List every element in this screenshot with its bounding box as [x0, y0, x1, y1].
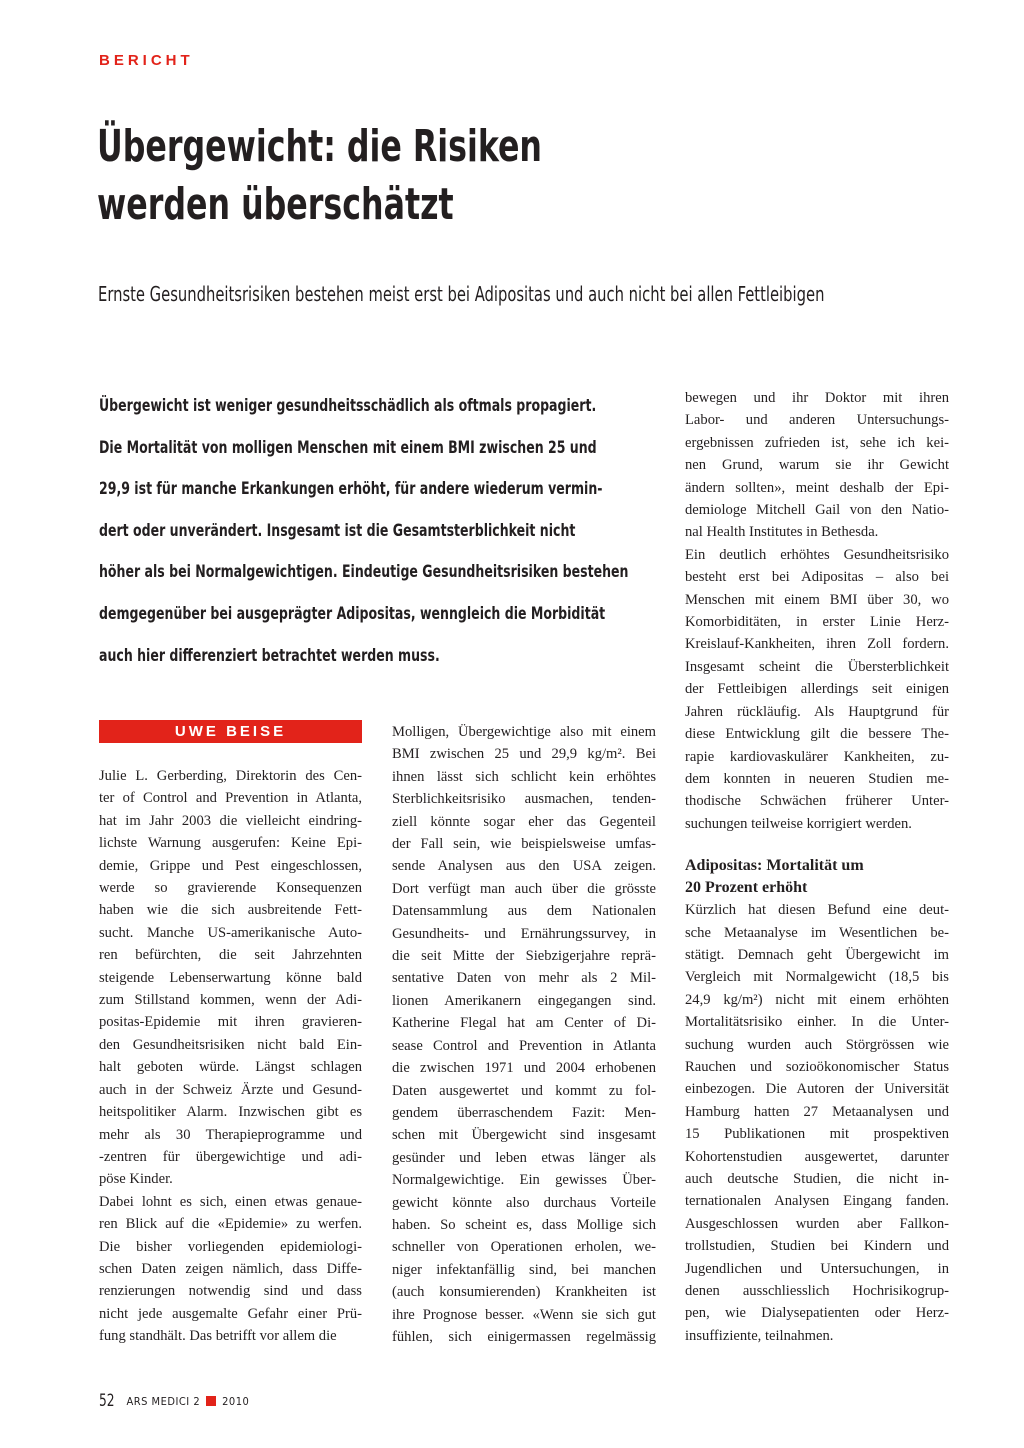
text-line: stätigt. Demnach geht Übergewicht im	[685, 946, 949, 963]
text-line: Komorbiditäten, in erster Linie Herz-	[685, 614, 949, 631]
text-line: Gesundheits- und Ernährungssurvey, in	[392, 925, 656, 942]
text-line: die seit Mitte der Siebzigerjahre reprä-	[392, 948, 656, 965]
page-number: 52	[99, 1391, 115, 1411]
text-line: heitspolitiker Alarm. Inzwischen gibt es	[99, 1104, 362, 1121]
text-line: zum Stillstand kommen, wenn der Adi-	[99, 992, 362, 1009]
text-line: Hamburg hatten 27 Metaanalysen und	[685, 1103, 949, 1120]
text-line: Jahren rückläufig. Als Hauptgrund für	[685, 703, 949, 720]
page-footer	[99, 1391, 249, 1411]
text-line: Kürzlich hat diesen Befund eine deut-	[685, 902, 949, 919]
text-line: die zwischen 1971 und 2004 erhobenen	[392, 1060, 656, 1077]
lead-line: höher als bei Normalgewichtigen. Eindeutige Gesundheitsrisiken bestehen	[99, 562, 629, 583]
text-line: hat im Jahr 2003 die vielleicht eindring-	[99, 812, 362, 829]
text-line: gewicht könnte also durchaus Vorteile	[392, 1194, 656, 1211]
text-line: mehr als 30 Therapieprogramme und	[99, 1126, 362, 1143]
text-line: Daten ausgewertet und kommt zu fol-	[392, 1082, 656, 1099]
text-line: -zentren für übergewichtige und adi-	[99, 1148, 362, 1165]
text-line: Normalgewichtige. Ein gewisses Über-	[392, 1172, 656, 1189]
text-line: Mortalitätsrisiko einher. In die Unter-	[685, 1014, 949, 1031]
text-line: ternationalen Analysen Eingang fanden.	[685, 1193, 949, 1210]
text-line: bewegen und ihr Doktor mit ihren	[685, 390, 949, 406]
text-line: sche Metaanalyse im Wesentlichen be-	[685, 924, 949, 941]
text-line: positas-Epidemie mit ihren gravieren-	[99, 1014, 362, 1031]
text-line: denen ausschliesslich Hochrisikogrup-	[685, 1283, 949, 1300]
text-line: haben wie die sich ausbreitende Fett-	[99, 902, 362, 919]
text-line: thodische Schwächen früherer Unter-	[685, 793, 949, 810]
lead-line: 29,9 ist für manche Erkankungen erhöht, für andere wiederum vermin-	[99, 479, 603, 500]
text-line: haben. So scheint es, dass Mollige sich	[392, 1216, 656, 1233]
text-line: Insgesamt scheint die Übersterblichkeit	[685, 658, 949, 675]
text-line: trollstudien, Studien bei Kindern und	[685, 1238, 949, 1255]
text-line: Datensammlung aus dem Nationalen	[392, 903, 656, 920]
text-line: nicht jede ausgemalte Gefahr einer Prü-	[99, 1305, 362, 1322]
body-column-2	[392, 721, 656, 1348]
journal-name: ARS MEDICI 2	[126, 1394, 201, 1408]
text-line: rapie kardiovaskulärer Kankheiten, zu-	[685, 748, 949, 765]
text-line: ihnen lässt sich schlicht kein erhöhtes	[392, 768, 656, 785]
article-subtitle: Ernste Gesundheitsrisiken bestehen meist erst bei Adipositas und auch nicht bei allen Fettleibigen	[98, 282, 825, 306]
text-line: renzierungen notwendig sind und dass	[99, 1283, 362, 1300]
text-line: der Fall sein, wie beispielsweise umfas-	[392, 836, 656, 853]
text-line: Menschen mit einem BMI über 30, wo	[685, 591, 949, 608]
text-line: insuffiziente, teilnahmen.	[685, 1327, 834, 1344]
lead-line: Übergewicht ist weniger gesundheitsschädlich als oftmals propagiert.	[99, 396, 597, 416]
article-title	[97, 118, 753, 234]
text-line: sease Control and Prevention in Atlanta	[392, 1037, 656, 1054]
text-line: Ein deutlich erhöhtes Gesundheitsrisiko	[685, 546, 949, 563]
text-line: Jugendlichen und Untersuchungen, in	[685, 1260, 949, 1277]
title-line: Übergewicht: die Risiken	[97, 121, 542, 172]
text-line: werde so gravierende Konsequenzen	[99, 880, 362, 897]
text-line: Julie L. Gerberding, Direktorin des Cen-	[99, 768, 362, 784]
title-line: werden überschätzt	[97, 179, 454, 230]
text-line: suchung wurden auch Störgrössen wie	[685, 1036, 949, 1053]
text-line: Kreislauf-Kankheiten, ihren Zoll fordern.	[685, 636, 949, 653]
text-line: BMI zwischen 25 und 29,9 kg/m². Bei	[392, 746, 656, 763]
lead-line: Die Mortalität von molligen Menschen mit einem BMI zwischen 25 und	[99, 437, 597, 458]
text-line: sentative Daten von mehr als 2 Mil-	[392, 970, 656, 987]
lead-line: auch hier differenziert betrachtet werden muss.	[99, 645, 440, 666]
lead-paragraph	[99, 386, 657, 677]
text-line: Vergleich mit Normalgewicht (18,5 bis	[685, 969, 949, 986]
text-line: besteht erst bei Adipositas – also bei	[685, 569, 949, 586]
text-line: Dabei lohnt es sich, einen etwas genaue-	[99, 1193, 362, 1210]
section-kicker: BERICHT	[99, 52, 194, 69]
journal-year: 2010	[222, 1394, 250, 1408]
text-line: ändern sollten», meint deshalb der Epi-	[685, 479, 949, 496]
text-line: dem konnten in neueren Studien me-	[685, 770, 949, 787]
text-line: (auch konsumierenden) Krankheiten ist	[392, 1284, 656, 1301]
text-line: ter of Control and Prevention in Atlanta,	[99, 790, 362, 807]
text-line: Dort verfügt man auch über die grösste	[392, 880, 656, 897]
text-line: 15 Publikationen mit prospektiven	[685, 1126, 949, 1143]
text-line: fung standhält. Das betrifft vor allem die	[99, 1328, 337, 1345]
author-name: UWE BEISE	[174, 723, 287, 740]
text-line: demie, Grippe und Pest eingeschlossen,	[99, 857, 362, 874]
text-line: auch in der Schweiz Ärzte und Gesund-	[99, 1081, 362, 1098]
subheading: Adipositas: Mortalität um 20 Prozent erhöht	[685, 857, 864, 897]
lead-line: dert oder unverändert. Insgesamt ist die Gesamtsterblichkeit nicht	[99, 520, 576, 541]
text-line: schen Daten zeigen nämlich, dass Diffe-	[99, 1260, 362, 1277]
text-line: sucht. Manche US-amerikanische Auto-	[99, 924, 362, 941]
text-line: einbezogen. Die Autoren der Universität	[685, 1081, 949, 1098]
footer-square-icon	[206, 1396, 216, 1406]
text-line: pöse Kinder.	[99, 1171, 173, 1188]
text-line: 24,9 kg/m²) nicht mit einem erhöhten	[685, 991, 949, 1008]
text-line: Molligen, Übergewichtige also mit einem	[392, 724, 656, 740]
text-line: Kohortenstudien ausgewertet, darunter	[685, 1148, 949, 1165]
text-line: gendem überraschendem Fazit: Men-	[392, 1104, 656, 1121]
text-line: ihre Prognose besser. «Wenn sie sich gut	[392, 1306, 656, 1323]
text-line: Sterblichkeitsrisiko ausmachen, tenden-	[392, 791, 656, 808]
lead-line: demgegenüber bei ausgeprägter Adipositas, wenngleich die Morbidität	[99, 603, 606, 624]
text-line: Katherine Flegal hat am Center of Di-	[392, 1015, 656, 1032]
text-line: niger infektanfällig sind, bei manchen	[392, 1261, 656, 1278]
text-line: diese Entwicklung gilt die bessere The-	[685, 726, 949, 743]
text-line: lichste Warnung ausgerufen: Keine Epi-	[99, 835, 362, 852]
text-line: suchungen teilweise korrigiert werden.	[685, 815, 912, 832]
text-line: ren befürchten, die seit Jahrzehnten	[99, 947, 362, 964]
text-line: Die bisher vorliegenden epidemiologi-	[99, 1238, 362, 1255]
text-line: ren Blick auf die «Epidemie» zu werfen.	[99, 1216, 362, 1233]
body-column-3	[685, 387, 949, 1347]
text-line: ergebnissen zufrieden ist, sehe ich kei-	[685, 434, 949, 451]
text-line: Rauchen und sozioökonomischer Status	[685, 1058, 949, 1075]
text-line: schen mit Übergewicht sind insgesamt	[392, 1127, 656, 1144]
text-line: schneller von Operationen erholen, we-	[392, 1239, 656, 1256]
author-bar	[99, 720, 362, 743]
text-line: fühlen, sich einigermassen regelmässig	[392, 1328, 656, 1345]
text-line: pen, wie Dialysepatienten oder Herz-	[685, 1305, 949, 1322]
text-line: ziell könnte sogar eher das Gegenteil	[392, 813, 656, 830]
text-line: den Gesundheitsrisiken nicht bald Ein-	[99, 1036, 362, 1053]
text-line: steigende Lebenserwartung könne bald	[99, 969, 362, 986]
text-line: gesünder und leben etwas länger als	[392, 1149, 656, 1166]
text-line: auch deutsche Studien, die nicht in-	[685, 1171, 949, 1187]
text-line: halt geboten würde. Längst schlagen	[99, 1059, 362, 1076]
text-line: Ausgeschlossen wurden aber Fallkon-	[685, 1215, 949, 1232]
body-column-1	[99, 765, 362, 1348]
text-line: Labor- und anderen Untersuchungs-	[685, 412, 949, 429]
text-line: der Fettleibigen allerdings seit einigen	[685, 681, 949, 698]
text-line: demiologe Mitchell Gail von den Natio-	[685, 502, 949, 519]
text-line: nen Grund, warum sie ihr Gewicht	[685, 457, 949, 474]
text-line: sende Analysen aus den USA zeigen.	[392, 858, 656, 875]
text-line: nal Health Institutes in Bethesda.	[685, 524, 879, 541]
text-line: lionen Amerikanern eingegangen sind.	[392, 992, 656, 1009]
